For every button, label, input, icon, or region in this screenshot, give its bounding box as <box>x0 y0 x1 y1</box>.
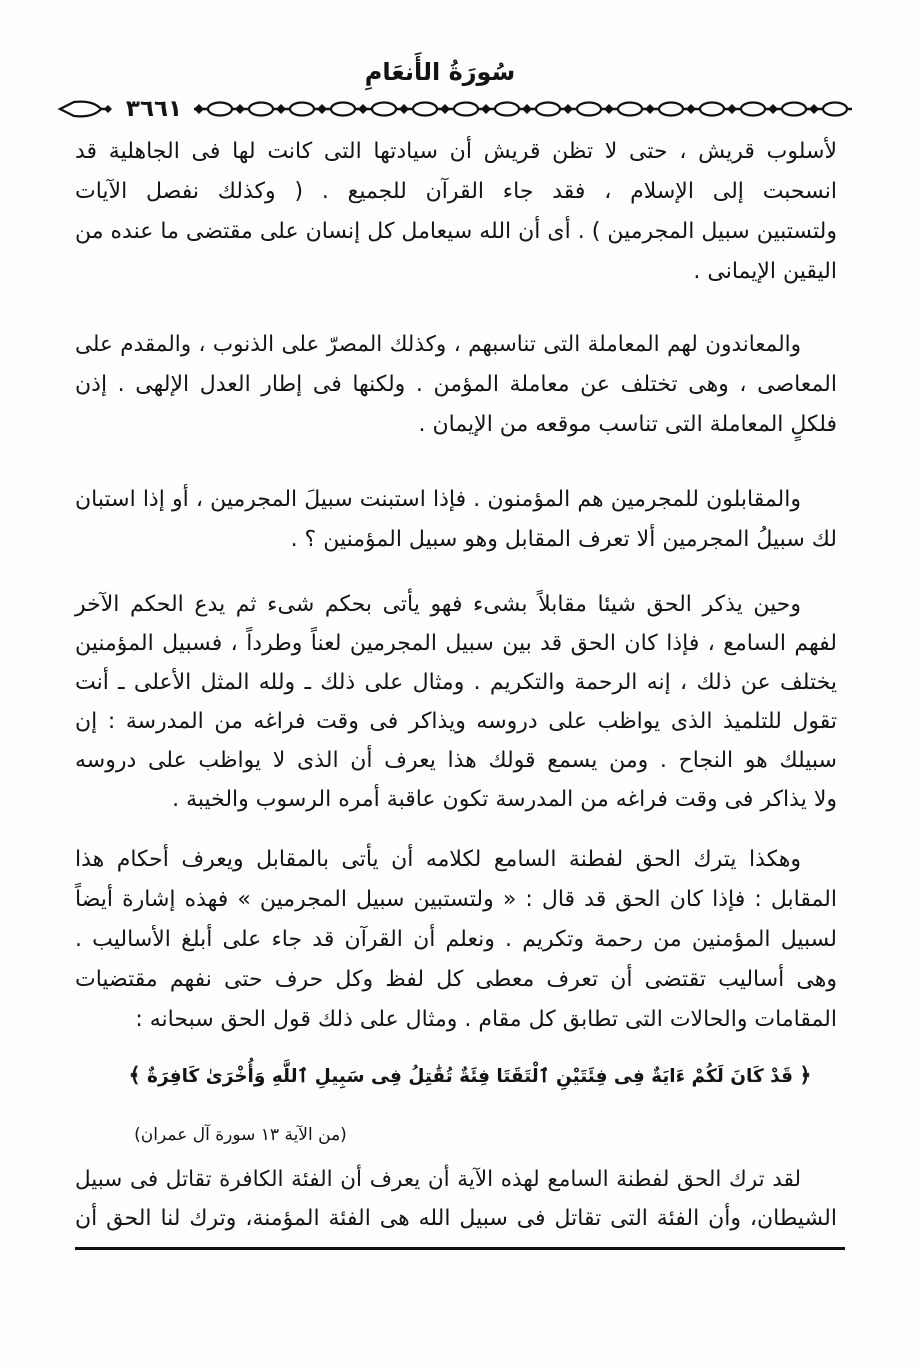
border-diamond <box>104 105 112 113</box>
text-line: المقامات والحالات التى تطابق كل مقام . ومثال على ذلك قول الحق سبحانه : <box>135 1007 837 1032</box>
border-link <box>454 103 478 116</box>
text-line: لأسلوب قريش ، حتى لا تظن قريش أن سيادتها التى كانت لها فى الجاهلية قد <box>75 139 837 164</box>
footer-rule <box>75 1247 845 1250</box>
border-diamond <box>399 104 409 114</box>
paragraph <box>75 132 837 292</box>
border-diamond <box>645 104 655 114</box>
paragraph <box>75 325 837 445</box>
text-line: الشيطان، وأن الفئة التى تقاتل فى سبيل الله هى الفئة المؤمنة، وترك لنا الحق أن <box>75 1206 837 1231</box>
text-line: تقول للتلميذ الذى يواظب على دروسه ويذاكر فى وقت فراغه من المدرسة : إن <box>75 709 837 734</box>
text-line: سبيلك هو النجاح . ومن يسمع قولك هذا يعرف أن الذى لا يواظب على دروسه <box>75 748 837 773</box>
text-line: لفهم السامع ، فإذا كان الحق قد بين سبيل المجرمين لعناً وطرداً ، فسبيل المؤمنين <box>75 631 837 656</box>
text-line: المعاصى ، وهى تختلف عن معاملة المؤمن . ولكنها فى إطار العدل الإلهى . إذن <box>75 372 837 397</box>
border-link <box>331 103 355 116</box>
text-line: وهكذا يترك الحق لفطنة السامع لكلامه أن يأتى بالمقابل ويعرف أحكام هذا <box>75 847 801 872</box>
text-line: اليقين الإيمانى . <box>693 259 837 284</box>
border-link <box>741 103 765 116</box>
border-diamond <box>235 104 245 114</box>
border-link <box>823 103 847 116</box>
text-line: والمقابلون للمجرمين هم المؤمنون . فإذا استبنت سبيلَ المجرمين ، أو إذا استبان <box>75 487 801 512</box>
text-line: ولتستبين سبيل المجرمين ) . أى أن الله سيعامل كل إنسان على مقتضى ما عنده من <box>75 219 837 244</box>
border-link <box>618 103 642 116</box>
border-diamond <box>727 104 737 114</box>
paragraph <box>75 585 837 819</box>
border-diamond <box>194 104 204 114</box>
verse-text: قَدْ كَانَ لَكُمْ ءَايَةٌ فِى فِئَتَيْنِ ٱلْتَقَتَا فِئَةٌ تُقَٰتِلُ فِى سَبِيلِ ٱللَّهِ وَأُخْرَىٰ كَافِرَةٌ <box>147 1066 793 1087</box>
border-link <box>782 103 806 116</box>
text-line: وحين يذكر الحق شيئا مقابلاً بشىء فهو يأتى بحكم شىء ثم يدع الحكم الآخر <box>75 592 801 617</box>
text-line: ولا يذاكر فى وقت فراغه من المدرسة تكون عاقبة أمره الرسوب والخيبة . <box>172 787 837 812</box>
border-diamond <box>358 104 368 114</box>
text-line: والمعاندون لهم المعاملة التى تناسبهم ، وكذلك المصرّ على الذنوب ، والمقدم على <box>75 332 801 357</box>
verse-citation: (من الآية ١٣ سورة آل عمران) <box>134 1125 347 1145</box>
border-link <box>290 103 314 116</box>
border-diamond <box>317 104 327 114</box>
border-link <box>536 103 560 116</box>
paragraph <box>75 840 837 1040</box>
border-diamond <box>563 104 573 114</box>
text-line: وهى أساليب تقتضى أن تعرف معطى كل لفظ وكل حرف حتى نفهم مقتضيات <box>75 967 837 992</box>
border-end-ornament <box>60 102 101 117</box>
border-link <box>659 103 683 116</box>
text-line: يختلف عن ذلك ، إنه الرحمة والتكريم . ومثال على ذلك ـ ولله المثل الأعلى ـ أنت <box>75 670 837 695</box>
border-diamond <box>522 104 532 114</box>
border-diamond <box>604 104 614 114</box>
text-line: لقد ترك الحق لفطنة السامع لهذه الآية أن يعرف أن الفئة الكافرة تقاتل فى سبيل <box>75 1167 801 1192</box>
border-link <box>495 103 519 116</box>
paragraph <box>75 1160 837 1238</box>
border-link <box>249 103 273 116</box>
border-link <box>700 103 724 116</box>
border-diamond <box>768 104 778 114</box>
border-link <box>208 103 232 116</box>
text-line: انسحبت إلى الإسلام ، فقد جاء القرآن للجميع . ( وكذلك نفصل الآيات <box>75 179 837 204</box>
border-diamond <box>440 104 450 114</box>
border-diamond <box>276 104 286 114</box>
border-link <box>577 103 601 116</box>
quran-verse <box>120 1053 820 1099</box>
verse-close-bracket: ﴾ <box>128 1063 141 1087</box>
text-line: لسبيل المؤمنين من رحمة وتكريم . ونعلم أن القرآن قد جاء على أبلغ الأساليب . <box>75 927 837 952</box>
text-line: فلكلٍ المعاملة التى تناسب موقعه من الإيمان . <box>418 412 837 437</box>
border-diamond <box>481 104 491 114</box>
text-line: لك سبيلُ المجرمين ألا تعرف المقابل وهو سبيل المؤمنين ؟ . <box>290 527 837 552</box>
surah-title: سُورَةُ الأَنعَامِ <box>364 58 516 86</box>
text-line: المقابل : فإذا كان الحق قد قال : « ولتستبين سبيل المجرمين » فهذه إشارة أيضاً <box>75 887 837 912</box>
border-link <box>372 103 396 116</box>
border-diamond <box>686 104 696 114</box>
paragraph <box>75 480 837 560</box>
verse-open-bracket: ﴿ <box>799 1063 812 1087</box>
border-diamond <box>809 104 819 114</box>
page-number: ٣٦٦١ <box>125 96 183 122</box>
border-link <box>413 103 437 116</box>
